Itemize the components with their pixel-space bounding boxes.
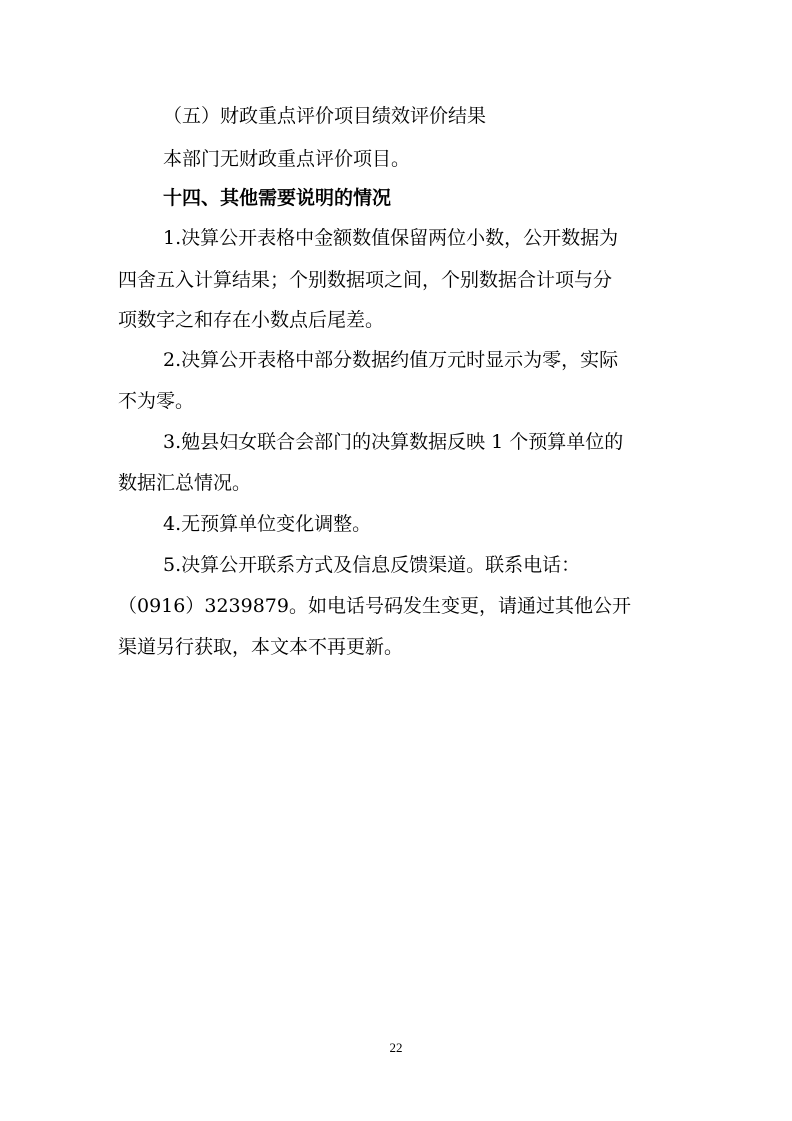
page-number: 22 <box>389 1040 403 1055</box>
item-1-line-1: 1.决算公开表格中金额数值保留两位小数，公开数据为 <box>163 227 619 249</box>
item-2-line-2: 不为零。 <box>118 390 195 412</box>
section-5-heading: （五）财政重点评价项目绩效评价结果 <box>163 105 487 127</box>
item-3-line-2: 数据汇总情况。 <box>118 472 252 494</box>
item-5-line-2: （0916）3239879。如电话号码发生变更，请通过其他公开 <box>118 595 631 617</box>
item-5-line-1: 5.决算公开联系方式及信息反馈渠道。联系电话： <box>163 554 581 576</box>
section-5-body: 本部门无财政重点评价项目。 <box>163 148 411 170</box>
item-3-line-1: 3.勉县妇女联合会部门的决算数据反映 1 个预算单位的 <box>163 431 624 453</box>
item-1-line-3: 项数字之和存在小数点后尾差。 <box>118 309 385 331</box>
item-4-line-1: 4.无预算单位变化调整。 <box>163 513 372 535</box>
item-1-line-2: 四舍五入计算结果；个别数据项之间，个别数据合计项与分 <box>118 269 613 291</box>
item-5-line-3: 渠道另行获取，本文本不再更新。 <box>118 636 404 658</box>
section-14-heading: 十四、其他需要说明的情况 <box>163 187 392 209</box>
item-2-line-1: 2.决算公开表格中部分数据约值万元时显示为零，实际 <box>163 349 619 371</box>
